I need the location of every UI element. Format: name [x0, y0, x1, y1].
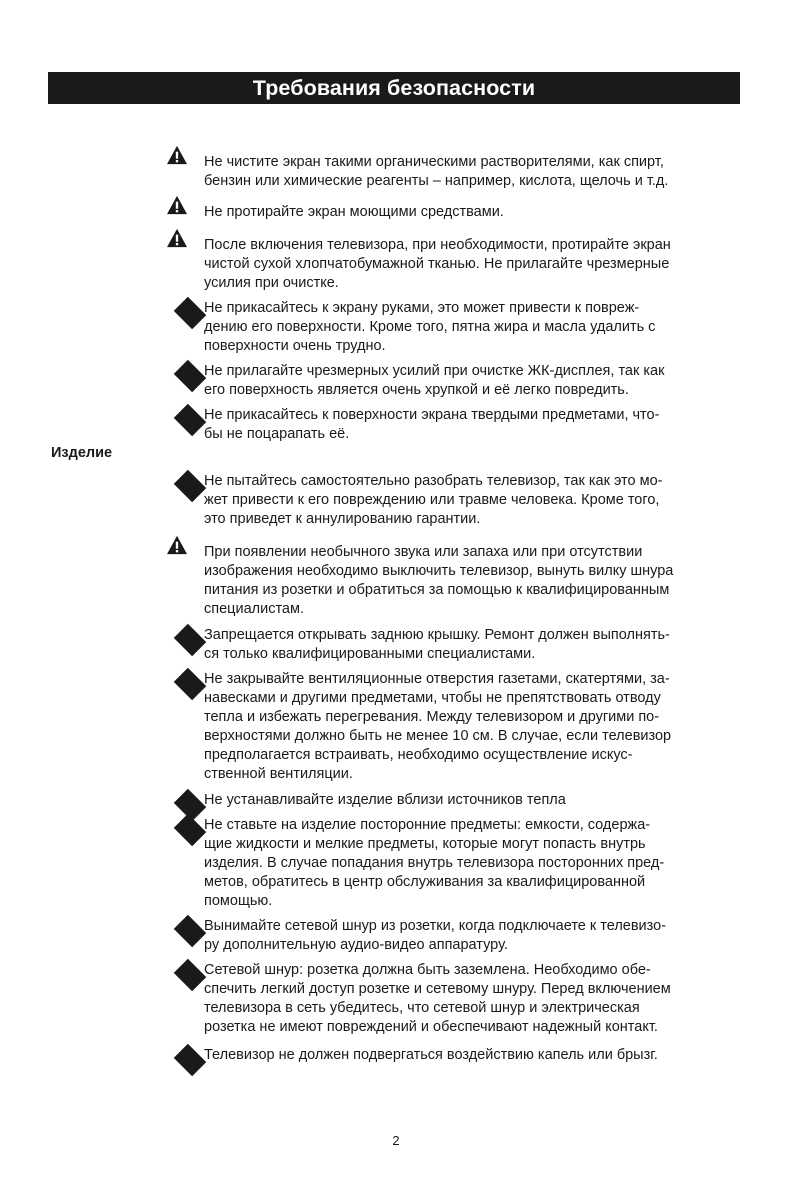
safety-item-text: Телевизор не должен подвергаться воздействию капель или брызг. — [204, 1047, 658, 1063]
page-title-bar — [48, 72, 740, 104]
safety-item-text: Не прикасайтесь к поверхности экрана твердыми предметами, что- бы не поцарапать её. — [204, 407, 660, 442]
warning-icon — [164, 228, 190, 248]
diamond-bullet-icon — [174, 360, 207, 393]
diamond-bullet-icon — [174, 668, 207, 701]
warning-icon — [164, 195, 190, 215]
diamond-bullet-icon — [174, 624, 207, 657]
safety-item-text: При появлении необычного звука или запаха или при отсутствии изображения необходимо выключить телевизор, вынуть вилку шнура питания из розетки и обратиться за помощью к квалифицированным специалистам. — [204, 544, 674, 617]
safety-item-text: Не чистите экран такими органическими растворителями, как спирт, бензин или химические реагенты – например, кислота, щелочь и т.д. — [204, 154, 669, 189]
safety-item-text: Не закрывайте вентиляционные отверстия газетами, скатертями, за- навесками и другими предметами, чтобы не препятствовать отводу тепла и избежать перегревания. Между телевизором и другими по- верхностями должно быть не менее 10 см. В случае, если телевизор предполагается встраивать, необходимо осуществление искус- ственной вентиляции. — [204, 671, 672, 782]
page-title: Требования безопасности — [252, 75, 536, 100]
safety-item-text: Не протирайте экран моющими средствами. — [204, 204, 504, 220]
warning-icon — [164, 145, 190, 165]
diamond-bullet-icon — [174, 404, 207, 437]
safety-item-text: После включения телевизора, при необходимости, протирайте экран чистой сухой хлопчатобумажной тканью. Не прилагайте чрезмерные усилия при очистке. — [204, 237, 671, 291]
safety-item-text: Запрещается открывать заднюю крышку. Ремонт должен выполнять- ся только квалифицированными специалистами. — [204, 627, 670, 662]
safety-item-text: Вынимайте сетевой шнур из розетки, когда подключаете к телевизо- ру дополнительную аудио-видео аппаратуру. — [204, 918, 667, 953]
page-number: 2 — [392, 1133, 400, 1148]
diamond-bullet-icon — [174, 814, 207, 847]
diamond-bullet-icon — [174, 915, 207, 948]
safety-item-text: Не прилагайте чрезмерных усилий при очистке ЖК-дисплея, так как его поверхность является очень хрупкой и её легко повредить. — [204, 363, 665, 398]
diamond-bullet-icon — [174, 959, 207, 992]
safety-item-text: Не пытайтесь самостоятельно разобрать телевизор, так как это мо- жет привести к его повреждению или травме человека. Кроме того, это приведет к аннулированию гарантии. — [204, 473, 663, 527]
safety-item-text: Не прикасайтесь к экрану руками, это может привести к повреж- дению его поверхности. Кроме того, пятна жира и масла удалить с поверхности очень трудно. — [204, 300, 656, 354]
diamond-bullet-icon — [174, 470, 207, 503]
safety-item-text: Сетевой шнур: розетка должна быть заземлена. Необходимо обе- спечить легкий доступ розетке и сетевому шнуру. Перед включением телевизора в сеть убедитесь, что сетевой шнур и электрическая розетка не имеют повреждений и обеспечивают надежный контакт. — [204, 962, 671, 1035]
diamond-bullet-icon — [174, 1044, 207, 1077]
section-label-product: Изделие — [51, 445, 113, 461]
safety-item-text: Не устанавливайте изделие вблизи источников тепла — [204, 792, 566, 808]
warning-icon — [164, 535, 190, 555]
diamond-bullet-icon — [174, 297, 207, 330]
safety-item-text: Не ставьте на изделие посторонние предметы: емкости, содержа- щие жидкости и мелкие предметы, которые могут попасть внутрь изделия. В случае попадания внутрь телевизора посторонних пред- метов, обратитесь в центр обслуживания за квалифицированной помощью. — [204, 817, 665, 909]
